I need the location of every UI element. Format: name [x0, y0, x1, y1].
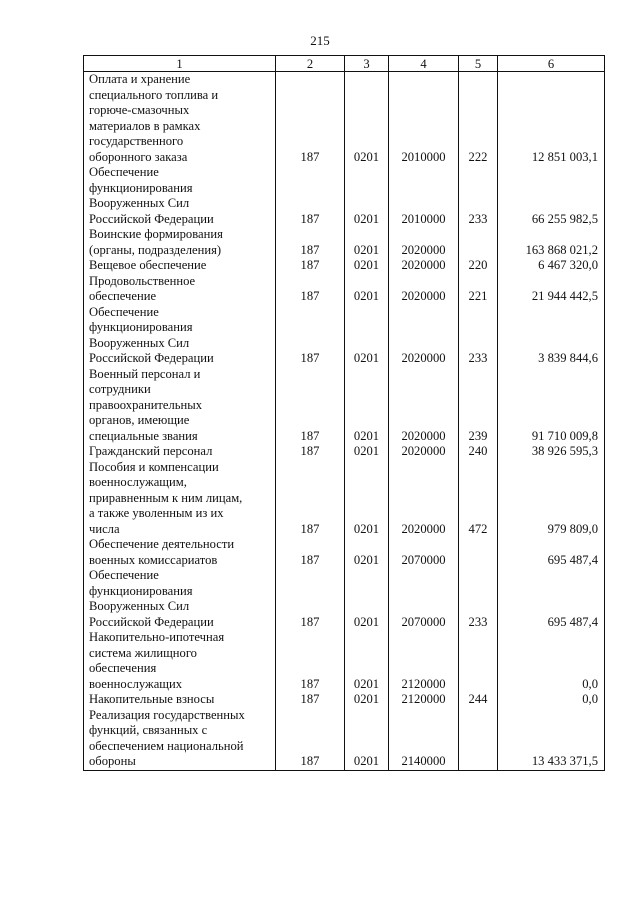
row-section-cell: 0201 [345, 460, 389, 538]
page-number: 215 [310, 33, 330, 48]
table-row [84, 537, 605, 568]
row-amount-cell: 695 487,4 [498, 568, 605, 630]
table-row [84, 444, 605, 460]
row-expense-cell [459, 630, 498, 692]
row-section-cell: 0201 [345, 537, 389, 568]
row-amount-cell: 695 487,4 [498, 537, 605, 568]
row-target-cell: 2020000 [389, 227, 459, 258]
row-name-cell: Обеспечение функционирования Вооруженных Сил Российской Федерации [84, 305, 276, 367]
row-section-cell: 0201 [345, 444, 389, 460]
table-row [84, 274, 605, 305]
table-row [84, 305, 605, 367]
row-section-cell: 0201 [345, 274, 389, 305]
row-target-cell: 2070000 [389, 537, 459, 568]
row-expense-cell: 244 [459, 692, 498, 708]
row-amount-cell: 12 851 003,1 [498, 72, 605, 166]
row-section-cell: 0201 [345, 367, 389, 445]
header-cell-6: 6 [498, 56, 605, 72]
row-section-cell: 0201 [345, 630, 389, 692]
header-cell-1: 1 [84, 56, 276, 72]
header-cell-3: 3 [345, 56, 389, 72]
header-row [84, 56, 605, 72]
row-section-cell: 0201 [345, 568, 389, 630]
row-target-cell: 2020000 [389, 460, 459, 538]
row-expense-cell: 221 [459, 274, 498, 305]
row-ministry-cell: 187 [276, 444, 345, 460]
row-ministry-cell: 187 [276, 274, 345, 305]
row-target-cell: 2010000 [389, 72, 459, 166]
row-amount-cell: 91 710 009,8 [498, 367, 605, 445]
row-ministry-cell: 187 [276, 460, 345, 538]
row-name-cell: Вещевое обеспечение [84, 258, 276, 274]
row-ministry-cell: 187 [276, 165, 345, 227]
row-amount-cell: 6 467 320,0 [498, 258, 605, 274]
table-row [84, 568, 605, 630]
row-amount-cell: 0,0 [498, 692, 605, 708]
row-name-cell: Реализация государственных функций, связанных с обеспечением национальной обороны [84, 708, 276, 771]
row-ministry-cell: 187 [276, 258, 345, 274]
header-cell-4: 4 [389, 56, 459, 72]
row-ministry-cell: 187 [276, 305, 345, 367]
row-ministry-cell: 187 [276, 72, 345, 166]
row-amount-cell: 21 944 442,5 [498, 274, 605, 305]
table-body [84, 72, 605, 771]
row-expense-cell [459, 537, 498, 568]
row-target-cell: 2020000 [389, 367, 459, 445]
row-ministry-cell: 187 [276, 630, 345, 692]
row-expense-cell: 472 [459, 460, 498, 538]
row-ministry-cell: 187 [276, 227, 345, 258]
row-ministry-cell: 187 [276, 568, 345, 630]
row-name-cell: Обеспечение функционирования Вооруженных Сил Российской Федерации [84, 568, 276, 630]
row-name-cell: Пособия и компенсации военнослужащим, приравненным к ним лицам, а также уволенным из их числа [84, 460, 276, 538]
table-row [84, 630, 605, 692]
row-expense-cell [459, 227, 498, 258]
row-name-cell: Оплата и хранение специального топлива и горюче-смазочных материалов в рамках государственного оборонного заказа [84, 72, 276, 166]
table-row [84, 227, 605, 258]
row-amount-cell: 3 839 844,6 [498, 305, 605, 367]
row-amount-cell: 0,0 [498, 630, 605, 692]
row-target-cell: 2120000 [389, 630, 459, 692]
row-target-cell: 2140000 [389, 708, 459, 771]
row-expense-cell: 233 [459, 568, 498, 630]
row-ministry-cell: 187 [276, 537, 345, 568]
row-target-cell: 2010000 [389, 165, 459, 227]
row-section-cell: 0201 [345, 305, 389, 367]
row-amount-cell: 38 926 595,3 [498, 444, 605, 460]
row-name-cell: Накопительные взносы [84, 692, 276, 708]
row-expense-cell [459, 708, 498, 771]
row-expense-cell: 233 [459, 305, 498, 367]
row-ministry-cell: 187 [276, 708, 345, 771]
row-target-cell: 2120000 [389, 692, 459, 708]
row-section-cell: 0201 [345, 165, 389, 227]
row-ministry-cell: 187 [276, 692, 345, 708]
row-name-cell: Накопительно-ипотечная система жилищного обеспечения военнослужащих [84, 630, 276, 692]
row-target-cell: 2020000 [389, 258, 459, 274]
table-row [84, 258, 605, 274]
header-cell-5: 5 [459, 56, 498, 72]
row-expense-cell: 239 [459, 367, 498, 445]
table-row [84, 708, 605, 771]
row-name-cell: Продовольственное обеспечение [84, 274, 276, 305]
row-name-cell: Обеспечение функционирования Вооруженных Сил Российской Федерации [84, 165, 276, 227]
table-row [84, 72, 605, 166]
row-target-cell: 2070000 [389, 568, 459, 630]
row-expense-cell: 220 [459, 258, 498, 274]
row-section-cell: 0201 [345, 227, 389, 258]
row-target-cell: 2020000 [389, 274, 459, 305]
row-name-cell: Военный персонал и сотрудники правоохранительных органов, имеющие специальные звания [84, 367, 276, 445]
row-ministry-cell: 187 [276, 367, 345, 445]
row-amount-cell: 13 433 371,5 [498, 708, 605, 771]
header-cell-2: 2 [276, 56, 345, 72]
row-expense-cell: 240 [459, 444, 498, 460]
row-amount-cell: 66 255 982,5 [498, 165, 605, 227]
row-section-cell: 0201 [345, 708, 389, 771]
row-name-cell: Обеспечение деятельности военных комиссариатов [84, 537, 276, 568]
table-row [84, 165, 605, 227]
row-section-cell: 0201 [345, 692, 389, 708]
table-row [84, 460, 605, 538]
row-expense-cell: 233 [459, 165, 498, 227]
row-target-cell: 2020000 [389, 444, 459, 460]
row-name-cell: Гражданский персонал [84, 444, 276, 460]
table-row [84, 692, 605, 708]
budget-table [83, 55, 605, 771]
table-row [84, 367, 605, 445]
row-name-cell: Воинские формирования (органы, подразделения) [84, 227, 276, 258]
row-section-cell: 0201 [345, 258, 389, 274]
row-amount-cell: 979 809,0 [498, 460, 605, 538]
row-amount-cell: 163 868 021,2 [498, 227, 605, 258]
row-target-cell: 2020000 [389, 305, 459, 367]
row-expense-cell: 222 [459, 72, 498, 166]
row-section-cell: 0201 [345, 72, 389, 166]
